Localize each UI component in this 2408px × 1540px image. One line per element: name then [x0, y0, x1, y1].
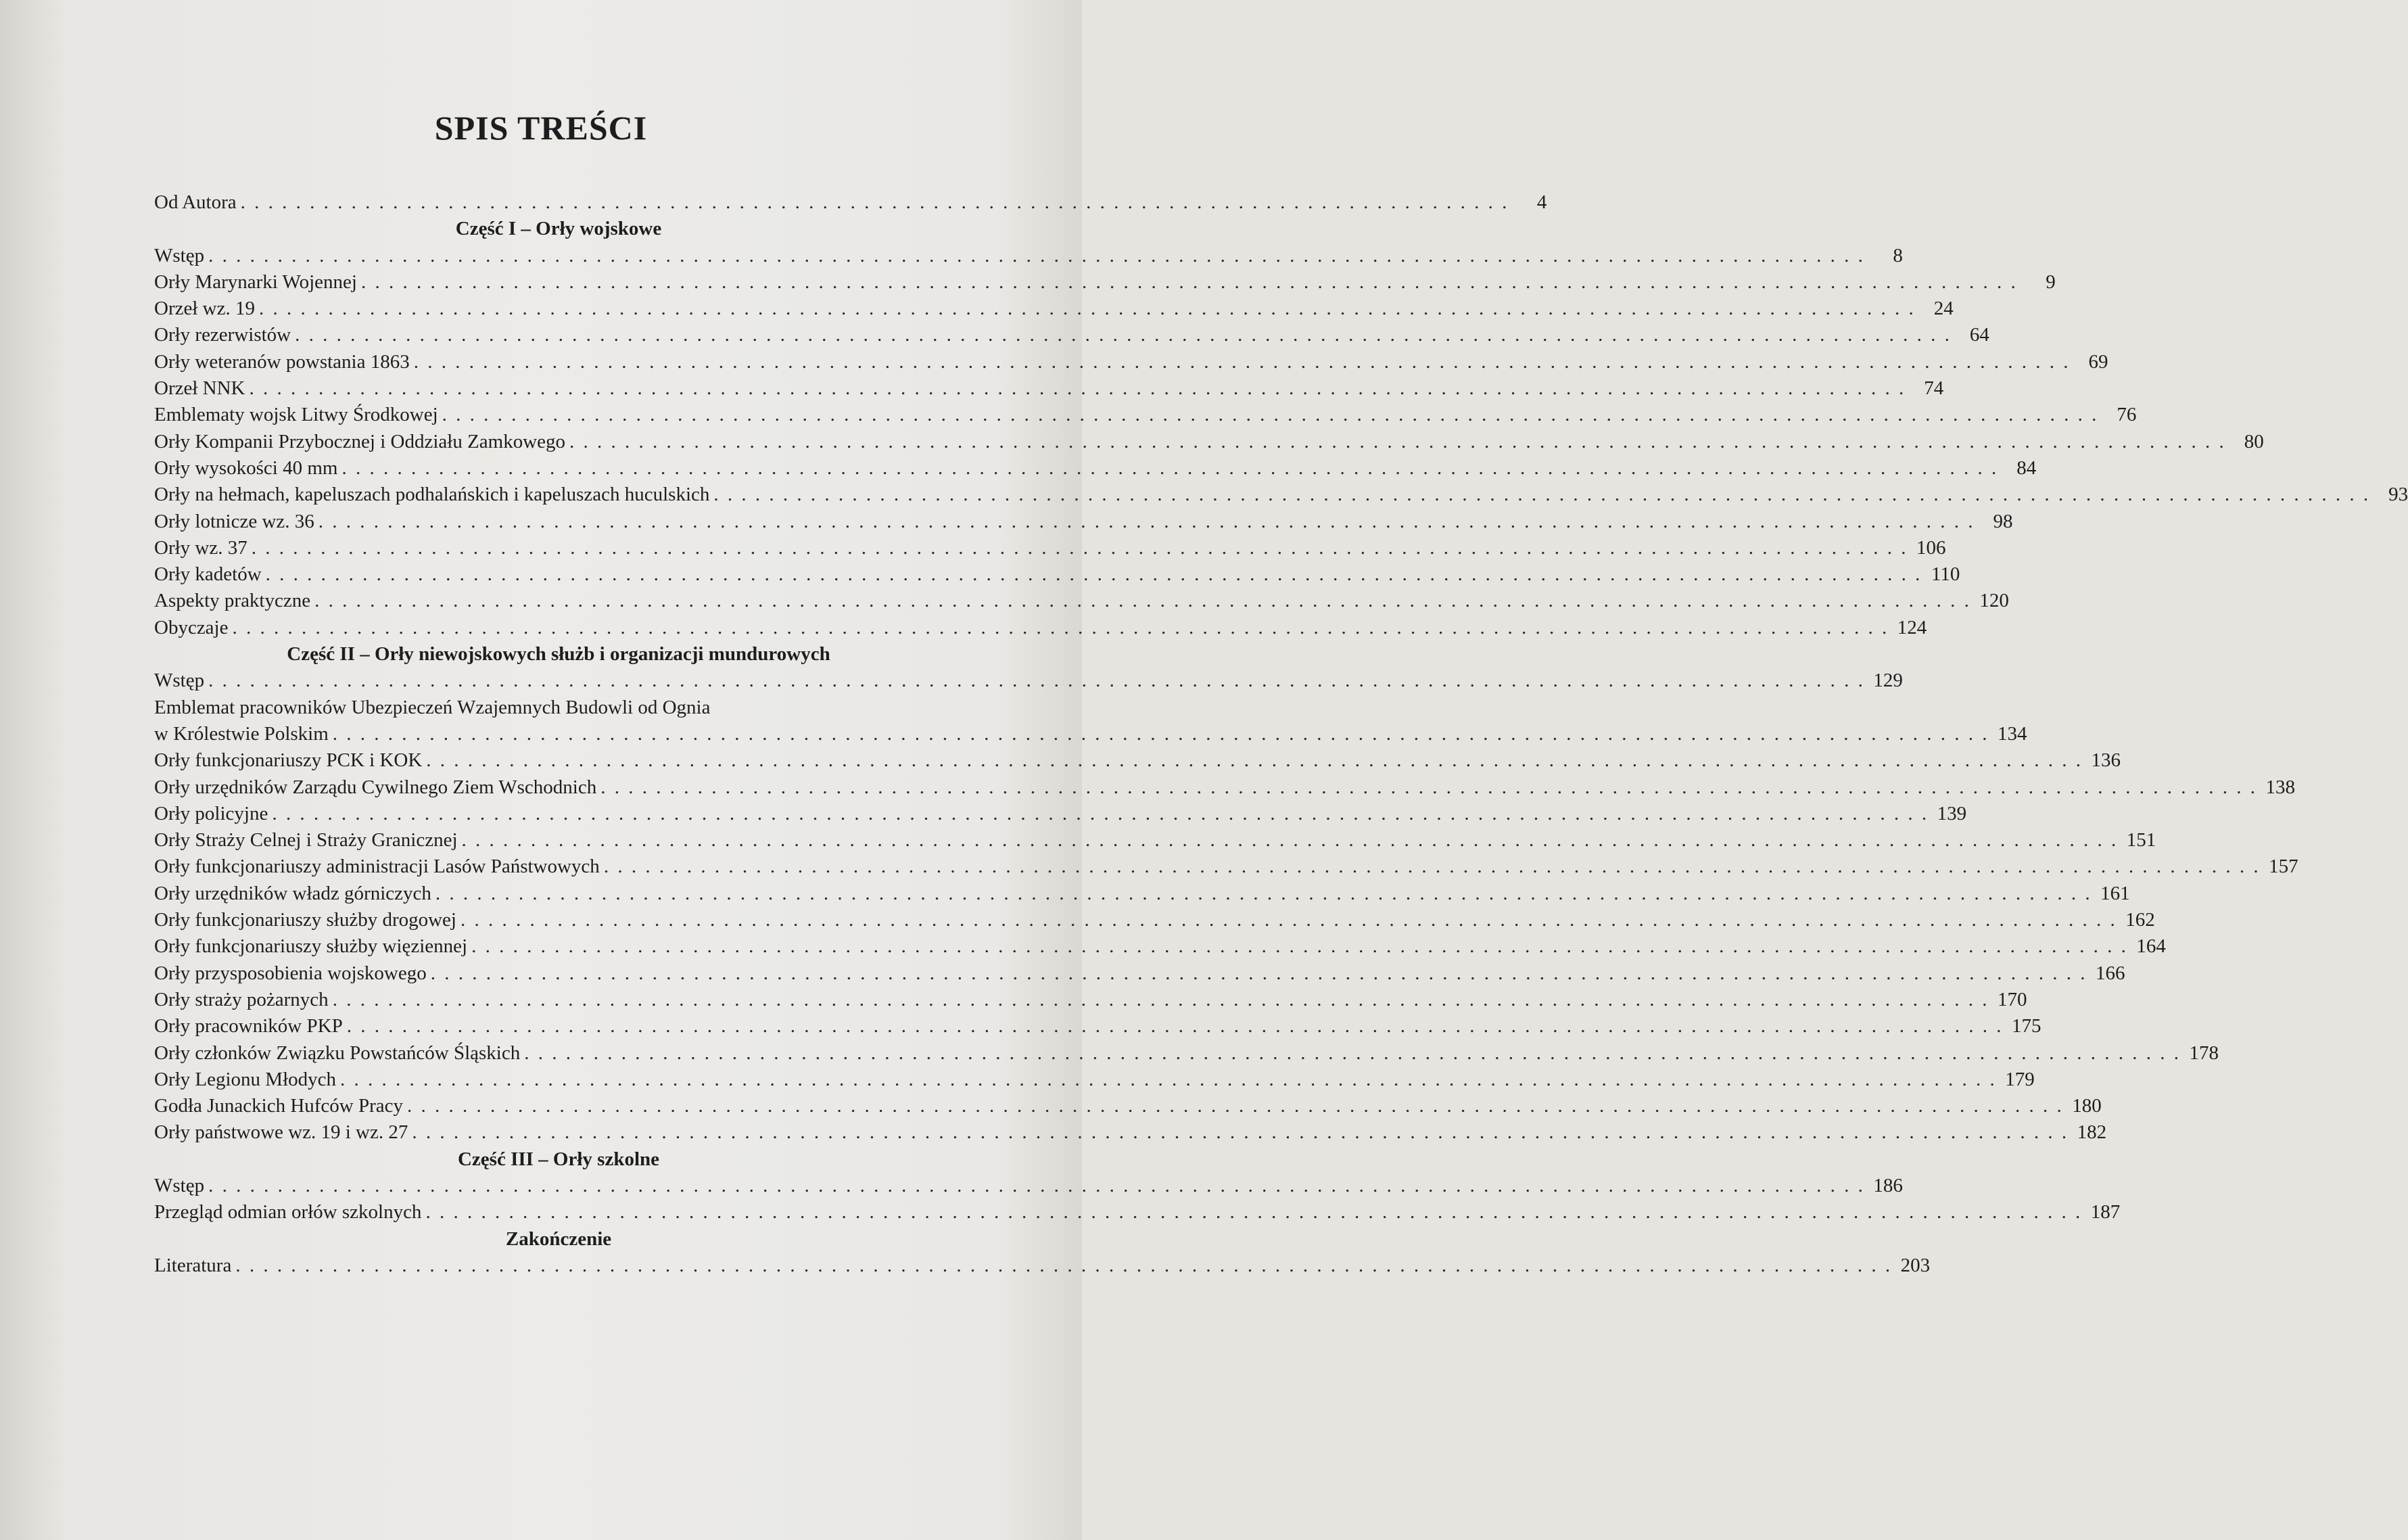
toc-page-number: 175 [2011, 1015, 2041, 1037]
toc-entry-intro[interactable] [154, 189, 1547, 216]
toc-entry-label: Obyczaje [154, 616, 229, 638]
toc-entry[interactable] [154, 269, 2056, 296]
toc-page-number: 76 [2117, 404, 2137, 426]
toc-page-number: 124 [1897, 616, 1927, 638]
toc-page-number: 4 [1536, 191, 1547, 213]
toc-page-number: 134 [1998, 722, 2027, 745]
toc-entry-label: Orły urzędników władz górniczych [154, 882, 431, 904]
section-header: Część III – Orły szkolne [457, 1148, 660, 1170]
leader-dots: . . . . . . . . . . . . . . . . . . . . . . . . . . . . . . . . . . . . . . . . . . . . . . . . . . . . . . . . . . . . . . . . . . . . . . . . . . . . . . . . . . . . . . . . . . . . . . . . . . . . . . . . . . . . . . . . . . . . . . . . [208, 670, 1865, 692]
toc-entry-label: Orzeł wz. 19 [154, 298, 255, 320]
toc-page-number: 98 [1993, 510, 2013, 532]
leader-dots: . . . . . . . . . . . . . . . . . . . . . . . . . . . . . . . . . . . . . . . . . . . . . . . . . . . . . . . . . . . . . . . . . . . . . . . . . . . . . . . . . . . . . . . . . . . . . . . . . . . . . . . . . . . . . . . . . . . . . . . . [332, 722, 1989, 745]
toc-entry[interactable] [154, 827, 2156, 854]
section-header: Część II – Orły niewojskowych służb i organizacji mundurowych [287, 643, 830, 666]
toc-page-number: 64 [1969, 324, 1989, 346]
toc-entry[interactable] [154, 322, 1989, 348]
leader-dots: . . . . . . . . . . . . . . . . . . . . . . . . . . . . . . . . . . . . . . . . . . . . . . . . . . . . . . . . . . . . . . . . . . . . . . . . . . . . . . . . . . . . . . . . . . . . . . . . . . . . . . . . . . . . . . . . . . . . . . . . [258, 298, 1916, 320]
toc-entry-label: Orły funkcjonariuszy służby więziennej [154, 935, 468, 958]
leader-dots: . . . . . . . . . . . . . . . . . . . . . . . . . . . . . . . . . . . . . . . . . . . . . . . . . . . . . . . . . . . . . . . . . . . . . . . . . . . . . . . . . . . . . . . . . . . . . . . . . . . . . . . . . . . . . . . . . . . . . . . . [460, 909, 2117, 931]
toc-entry[interactable] [154, 1067, 2035, 1093]
leader-dots: . . . . . . . . . . . . . . . . . . . . . . . . . . . . . . . . . . . . . . . . . . . . . . . . . . . . . . . . . . . . . . . . . . . . . . . . . . . . . . . . . . . . . . . . . . . . . . . . . . . . . . . . . . . . . . . . . . . . . . . . [340, 1068, 1997, 1090]
toc-entry-label: w Królestwie Polskim [154, 722, 329, 745]
leader-dots: . . . . . . . . . . . . . . . . . . . . . . . . . . . . . . . . . . . . . . . . . . . . . . . . . . . . . . . . . . . . . . . . . . . . . . . . . . . . . . . . . . . . . . . . . . . . . . . . . . . . . . . . . . . . . . . . . . . . . . . . [407, 1095, 2064, 1117]
leader-dots: . . . . . . . . . . . . . . . . . . . . . . . . . . . . . . . . . . . . . . . . . . . . . . . . . . . . . . . . . . . . . . . . . . . . . . . . . . . . . . . . . . . . . . . . . . . . . . . . . . . . . . . . . . . . . . . . . . . . . . . . [471, 935, 2128, 958]
toc-entry[interactable] [154, 402, 2137, 428]
toc-entry-label: Wstęp [154, 670, 205, 692]
toc-page-number: 24 [1933, 298, 1954, 320]
toc-entry-label: Orły Straży Celnej i Straży Granicznej [154, 829, 458, 851]
toc-page-number: 106 [1916, 536, 1946, 559]
leader-dots: . . . . . . . . . . . . . . . . . . . . . . . . . . . . . . . . . . . . . . . . . . . . . . . . . . . . . . . . . . . . . . . . . . . . . . . . . . . . . . . . . . . . . . . . . . . . . . . . . . . . . . . . . . . . . . . . . . . . . . . . [332, 988, 1989, 1010]
leader-dots: . . . . . . . . . . . . . . . . . . . . . . . . . . . . . . . . . . . . . . . . . . . . . . . . . . . . . . . . . . . . . . . . . . . . . . . . . . . . . . . . . . . . . . . . . . . . . . . . . . . . . . . . . . . . . . . . . . . . . . . . [442, 404, 2099, 426]
toc-entry-label: Przegląd odmian orłów szkolnych [154, 1201, 422, 1223]
toc-entry-label: Orły funkcjonariuszy PCK i KOK [154, 749, 423, 772]
toc-entry[interactable] [154, 854, 2298, 880]
toc-page-number: 120 [1979, 590, 2009, 612]
toc-page-number: 151 [2126, 829, 2156, 851]
leader-dots: . . . . . . . . . . . . . . . . . . . . . . . . . . . . . . . . . . . . . . . . . . . . . . . . . . . . . . . . . . . . . . . . . . . . . . . . . . . . . . . . . . . . . . . . . . . . . . . . . . . . . . . . . . . . . . . . . . . . . . . . [600, 776, 2257, 798]
toc-entry[interactable] [154, 243, 1903, 269]
toc-entry-label: Orły Kompanii Przybocznej i Oddziału Zamkowego [154, 430, 566, 452]
toc-entry-label: Orzeł NNK [154, 377, 245, 400]
toc-entry[interactable] [154, 801, 1967, 827]
toc-entry-label: Orły wysokości 40 mm [154, 457, 338, 479]
leader-dots: . . . . . . . . . . . . . . . . . . . . . . . . . . . . . . . . . . . . . . . . . . . . . . . . . . . . . . . . . . . . . . . . . . . . . . . . . . . . . . . . . . . . . . . . . . . . . . . . . . . . . . . . . . . . . . . . . . . . . . . . [265, 563, 1922, 586]
leader-dots: . . . . . . . . . . . . . . . . . . . . . . . . . . . . . . . . . . . . . . . . . . . . . . . . . . . . . . . . . . . . . . . . . . . . . . . . . . . . . . . . . . . . . . . . . . . . . . . . . . . . . . . . . . . . . . . . . . . . . . . . [524, 1042, 2181, 1064]
leader-dots: . . . . . . . . . . . . . . . . . . . . . . . . . . . . . . . . . . . . . . . . . . . . . . . . . . . . . . . . . . . . . . . . . . . . . . . . . . . . . . . . . . . . . . . . . . . . [240, 191, 1509, 213]
toc-page-number: 170 [1997, 988, 2027, 1010]
leader-dots: . . . . . . . . . . . . . . . . . . . . . . . . . . . . . . . . . . . . . . . . . . . . . . . . . . . . . . . . . . . . . . . . . . . . . . . . . . . . . . . . . . . . . . . . . . . . . . . . . . . . . . . . . . . . . . . . . . . . . . . . [603, 856, 2261, 878]
toc-page-number: 178 [2189, 1042, 2219, 1064]
toc-entry-label: Orły państwowe wz. 19 i wz. 27 [154, 1121, 408, 1144]
toc-entry-label: Orły funkcjonariuszy służby drogowej [154, 909, 456, 931]
toc-page-number: 157 [2269, 856, 2298, 878]
toc-entry[interactable] [154, 588, 2009, 614]
leader-dots: . . . . . . . . . . . . . . . . . . . . . . . . . . . . . . . . . . . . . . . . . . . . . . . . . . . . . . . . . . . . . . . . . . . . . . . . . . . . . . . . . . . . . . . . . . . . . . . . . . . . . . . . . . . . . . . . . . . . . . . . [430, 962, 2087, 984]
toc-entry[interactable] [154, 881, 2130, 907]
toc-page-number: 8 [1893, 244, 1903, 266]
toc-entry-label: Orły członków Związku Powstańców Śląskich [154, 1042, 521, 1064]
section-header: Zakończenie [505, 1228, 612, 1250]
toc-page-number: 110 [1931, 563, 1960, 586]
toc-page-number: 136 [2091, 749, 2121, 772]
toc-entry[interactable] [154, 1119, 2107, 1146]
toc-page-number: 9 [2046, 271, 2056, 293]
toc-entry[interactable] [154, 960, 2125, 987]
leader-dots: . . . . . . . . . . . . . . . . . . . . . . . . . . . . . . . . . . . . . . . . . . . . . . . . . . . . . . . . . . . . . . . . . . . . . . . . . . . . . . . . . . . . . . . . . . . . . . . . . . . . . . . . . . . . . . . . . . . . . . . . [249, 377, 1906, 400]
toc-entry-label: Orły na hełmach, kapeluszach podhalańskich i kapeluszach huculskich [154, 484, 710, 506]
toc-entry-label: Wstęp [154, 244, 205, 266]
toc-page-number: 186 [1873, 1174, 1903, 1196]
toc-entry[interactable] [154, 296, 1954, 322]
toc-entry[interactable] [154, 1013, 2041, 1040]
toc-entry-label: Orły rezerwistów [154, 324, 291, 346]
table-of-contents [154, 189, 2408, 1279]
toc-entry[interactable] [154, 349, 2108, 375]
toc-entry[interactable] [154, 615, 1927, 641]
toc-entry-label: Orły straży pożarnych [154, 988, 329, 1010]
toc-entry-label: Orły wz. 37 [154, 536, 247, 559]
toc-page-number: 84 [2016, 457, 2037, 479]
toc-page-number: 93 [2388, 484, 2408, 506]
leader-dots: . . . . . . . . . . . . . . . . . . . . . . . . . . . . . . . . . . . . . . . . . . . . . . . . . . . . . . . . . . . . . . . . . . . . . . . . . . . . . . . . . . . . . . . . . . . . . . . . . . . . . . . . . . . . . . . . . . . . . . . . [251, 536, 1908, 559]
toc-entry[interactable] [154, 375, 1944, 402]
toc-page-number: 180 [2072, 1095, 2102, 1117]
toc-entry[interactable] [154, 1093, 2102, 1119]
leader-dots: . . . . . . . . . . . . . . . . . . . . . . . . . . . . . . . . . . . . . . . . . . . . . . . . . . . . . . . . . . . . . . . . . . . . . . . . . . . . . . . . . . . . . . . . . . . . . . . . . . . . . . . . . . . . . . . . . . . . . . . . [435, 882, 2092, 904]
toc-entry-label: Wstęp [154, 1174, 205, 1196]
toc-entry[interactable] [154, 455, 2037, 482]
leader-dots: . . . . . . . . . . . . . . . . . . . . . . . . . . . . . . . . . . . . . . . . . . . . . . . . . . . . . . . . . . . . . . . . . . . . . . . . . . . . . . . . . . . . . . . . . . . . . . . . . . . . . . . . . . . . . . . . . . . . . . . . [318, 510, 1975, 532]
toc-entry[interactable] [154, 668, 1903, 694]
toc-entry-label-line1: Emblemat pracowników Ubezpieczeń Wzajemnych Budowli od Ognia [154, 696, 711, 718]
toc-page-number: 203 [1900, 1254, 1931, 1276]
toc-entry-label: Orły urzędników Zarządu Cywilnego Ziem Wschodnich [154, 776, 597, 798]
toc-entry-label: Orły lotnicze wz. 36 [154, 510, 314, 532]
leader-dots: . . . . . . . . . . . . . . . . . . . . . . . . . . . . . . . . . . . . . . . . . . . . . . . . . . . . . . . . . . . . . . . . . . . . . . . . . . . . . . . . . . . . . . . . . . . . . . . . . . . . . . . . . . . . . . . . . . . . . . . . [413, 350, 2071, 373]
leader-dots: . . . . . . . . . . . . . . . . . . . . . . . . . . . . . . . . . . . . . . . . . . . . . . . . . . . . . . . . . . . . . . . . . . . . . . . . . . . . . . . . . . . . . . . . . . . . . . . . . . . . . . . . . . . . . . . . . . . . . . . . [208, 1174, 1865, 1196]
page-title: SPIS TREŚCI [434, 109, 648, 147]
toc-entry[interactable] [154, 774, 2295, 801]
toc-page-number: 161 [2100, 882, 2130, 904]
leader-dots: . . . . . . . . . . . . . . . . . . . . . . . . . . . . . . . . . . . . . . . . . . . . . . . . . . . . . . . . . . . . . . . . . . . . . . . . . . . . . . . . . . . . . . . . . . . . . . . . . . . . . . . . . . . . . . . . . . . . . . . . [272, 802, 1929, 824]
leader-dots: . . . . . . . . . . . . . . . . . . . . . . . . . . . . . . . . . . . . . . . . . . . . . . . . . . . . . . . . . . . . . . . . . . . . . . . . . . . . . . . . . . . . . . . . . . . . . . . . . . . . . . . . . . . . . . . . . . . . . . . . [232, 616, 1889, 638]
toc-entry-label: Orły przysposobienia wojskowego [154, 962, 427, 984]
toc-page-number: 187 [2090, 1201, 2121, 1223]
toc-page-number: 179 [2005, 1068, 2035, 1090]
toc-entry-label: Orły Marynarki Wojennej [154, 271, 357, 293]
toc-page-number: 138 [2265, 776, 2295, 798]
leader-dots: . . . . . . . . . . . . . . . . . . . . . . . . . . . . . . . . . . . . . . . . . . . . . . . . . . . . . . . . . . . . . . . . . . . . . . . . . . . . . . . . . . . . . . . . . . . . . . . . . . . . . . . . . . . . . . . . . . . . . . . . [360, 271, 2018, 293]
toc-entry[interactable] [154, 429, 2264, 455]
leader-dots: . . . . . . . . . . . . . . . . . . . . . . . . . . . . . . . . . . . . . . . . . . . . . . . . . . . . . . . . . . . . . . . . . . . . . . . . . . . . . . . . . . . . . . . . . . . . . . . . . . . . . . . . . . . . . . . . . . . . . . . . [426, 749, 2083, 772]
toc-page-number: 139 [1937, 802, 1967, 824]
toc-entry[interactable] [154, 933, 2166, 960]
toc-entry[interactable] [154, 721, 2027, 747]
toc-page-number: 164 [2136, 935, 2166, 958]
toc-entry-label: Literatura [154, 1254, 232, 1276]
toc-entry[interactable] [154, 482, 2408, 508]
leader-dots: . . . . . . . . . . . . . . . . . . . . . . . . . . . . . . . . . . . . . . . . . . . . . . . . . . . . . . . . . . . . . . . . . . . . . . . . . . . . . . . . . . . . . . . . . . . . . . . . . . . . . . . . . . . . . . . . . . . . . . . . [346, 1015, 2004, 1037]
toc-entry[interactable] [154, 987, 2027, 1013]
toc-entry[interactable] [154, 1199, 2121, 1226]
leader-dots: . . . . . . . . . . . . . . . . . . . . . . . . . . . . . . . . . . . . . . . . . . . . . . . . . . . . . . . . . . . . . . . . . . . . . . . . . . . . . . . . . . . . . . . . . . . . . . . . . . . . . . . . . . . . . . . . . . . . . . . . [713, 484, 2371, 506]
toc-entry[interactable] [154, 1253, 1931, 1279]
toc-page-number: 80 [2244, 430, 2264, 452]
leader-dots: . . . . . . . . . . . . . . . . . . . . . . . . . . . . . . . . . . . . . . . . . . . . . . . . . . . . . . . . . . . . . . . . . . . . . . . . . . . . . . . . . . . . . . . . . . . . . . . . . . . . . . . . . . . . . . . . . . . . . . . . [412, 1121, 2069, 1144]
leader-dots: . . . . . . . . . . . . . . . . . . . . . . . . . . . . . . . . . . . . . . . . . . . . . . . . . . . . . . . . . . . . . . . . . . . . . . . . . . . . . . . . . . . . . . . . . . . . . . . . . . . . . . . . . . . . . . . . . . . . . . . . [569, 430, 2226, 452]
toc-page-number: 69 [2088, 350, 2108, 373]
toc-entry-label: Godła Junackich Hufców Pracy [154, 1095, 404, 1117]
toc-entry[interactable] [154, 747, 2121, 774]
leader-dots: . . . . . . . . . . . . . . . . . . . . . . . . . . . . . . . . . . . . . . . . . . . . . . . . . . . . . . . . . . . . . . . . . . . . . . . . . . . . . . . . . . . . . . . . . . . . . . . . . . . . . . . . . . . . . . . . . . . . . . . . [341, 457, 1999, 479]
toc-entry-label: Orły funkcjonariuszy administracji Lasów Państwowych [154, 856, 600, 878]
leader-dots: . . . . . . . . . . . . . . . . . . . . . . . . . . . . . . . . . . . . . . . . . . . . . . . . . . . . . . . . . . . . . . . . . . . . . . . . . . . . . . . . . . . . . . . . . . . . . . . . . . . . . . . . . . . . . . . . . . . . . . . . [235, 1254, 1893, 1276]
leader-dots: . . . . . . . . . . . . . . . . . . . . . . . . . . . . . . . . . . . . . . . . . . . . . . . . . . . . . . . . . . . . . . . . . . . . . . . . . . . . . . . . . . . . . . . . . . . . . . . . . . . . . . . . . . . . . . . . . . . . . . . . [461, 829, 2119, 851]
toc-page-number: 74 [1924, 377, 1944, 400]
toc-entry[interactable] [154, 535, 1946, 561]
toc-entry[interactable] [154, 509, 2013, 535]
toc-entry[interactable] [154, 561, 1960, 588]
toc-page-number: 162 [2125, 909, 2155, 931]
toc-page-number: 129 [1873, 670, 1903, 692]
toc-entry[interactable] [154, 1173, 1903, 1199]
leader-dots: . . . . . . . . . . . . . . . . . . . . . . . . . . . . . . . . . . . . . . . . . . . . . . . . . . . . . . . . . . . . . . . . . . . . . . . . . . . . . . . . . . . . . . . . . . . . . . . . . . . . . . . . . . . . . . . . . . . . . . . . [425, 1201, 2083, 1223]
toc-page-number: 166 [2095, 962, 2125, 984]
toc-entry-label: Od Autora [154, 191, 237, 213]
toc-entry[interactable] [154, 907, 2155, 933]
leader-dots: . . . . . . . . . . . . . . . . . . . . . . . . . . . . . . . . . . . . . . . . . . . . . . . . . . . . . . . . . . . . . . . . . . . . . . . . . . . . . . . . . . . . . . . . . . . . . . . . . . . . . . . . . . . . . . . . . . . . . . . . [314, 590, 1971, 612]
toc-entry-label: Orły kadetów [154, 563, 262, 586]
toc-entry[interactable] [154, 1040, 2219, 1067]
leader-dots: . . . . . . . . . . . . . . . . . . . . . . . . . . . . . . . . . . . . . . . . . . . . . . . . . . . . . . . . . . . . . . . . . . . . . . . . . . . . . . . . . . . . . . . . . . . . . . . . . . . . . . . . . . . . . . . . . . . . . . . . [295, 324, 1952, 346]
toc-entry-label: Orły policyjne [154, 802, 268, 824]
toc-entry-label: Aspekty praktyczne [154, 590, 311, 612]
toc-entry-label: Orły Legionu Młodych [154, 1068, 337, 1090]
toc-entry-label: Emblematy wojsk Litwy Środkowej [154, 404, 438, 426]
section-header: Część I – Orły wojskowe [455, 218, 662, 240]
toc-entry-label: Orły weteranów powstania 1863 [154, 350, 410, 373]
leader-dots: . . . . . . . . . . . . . . . . . . . . . . . . . . . . . . . . . . . . . . . . . . . . . . . . . . . . . . . . . . . . . . . . . . . . . . . . . . . . . . . . . . . . . . . . . . . . . . . . . . . . . . . . . . . . . . . . . . . . . . . . [208, 244, 1865, 266]
toc-page-number: 182 [2077, 1121, 2107, 1144]
toc-entry-label: Orły pracowników PKP [154, 1015, 343, 1037]
